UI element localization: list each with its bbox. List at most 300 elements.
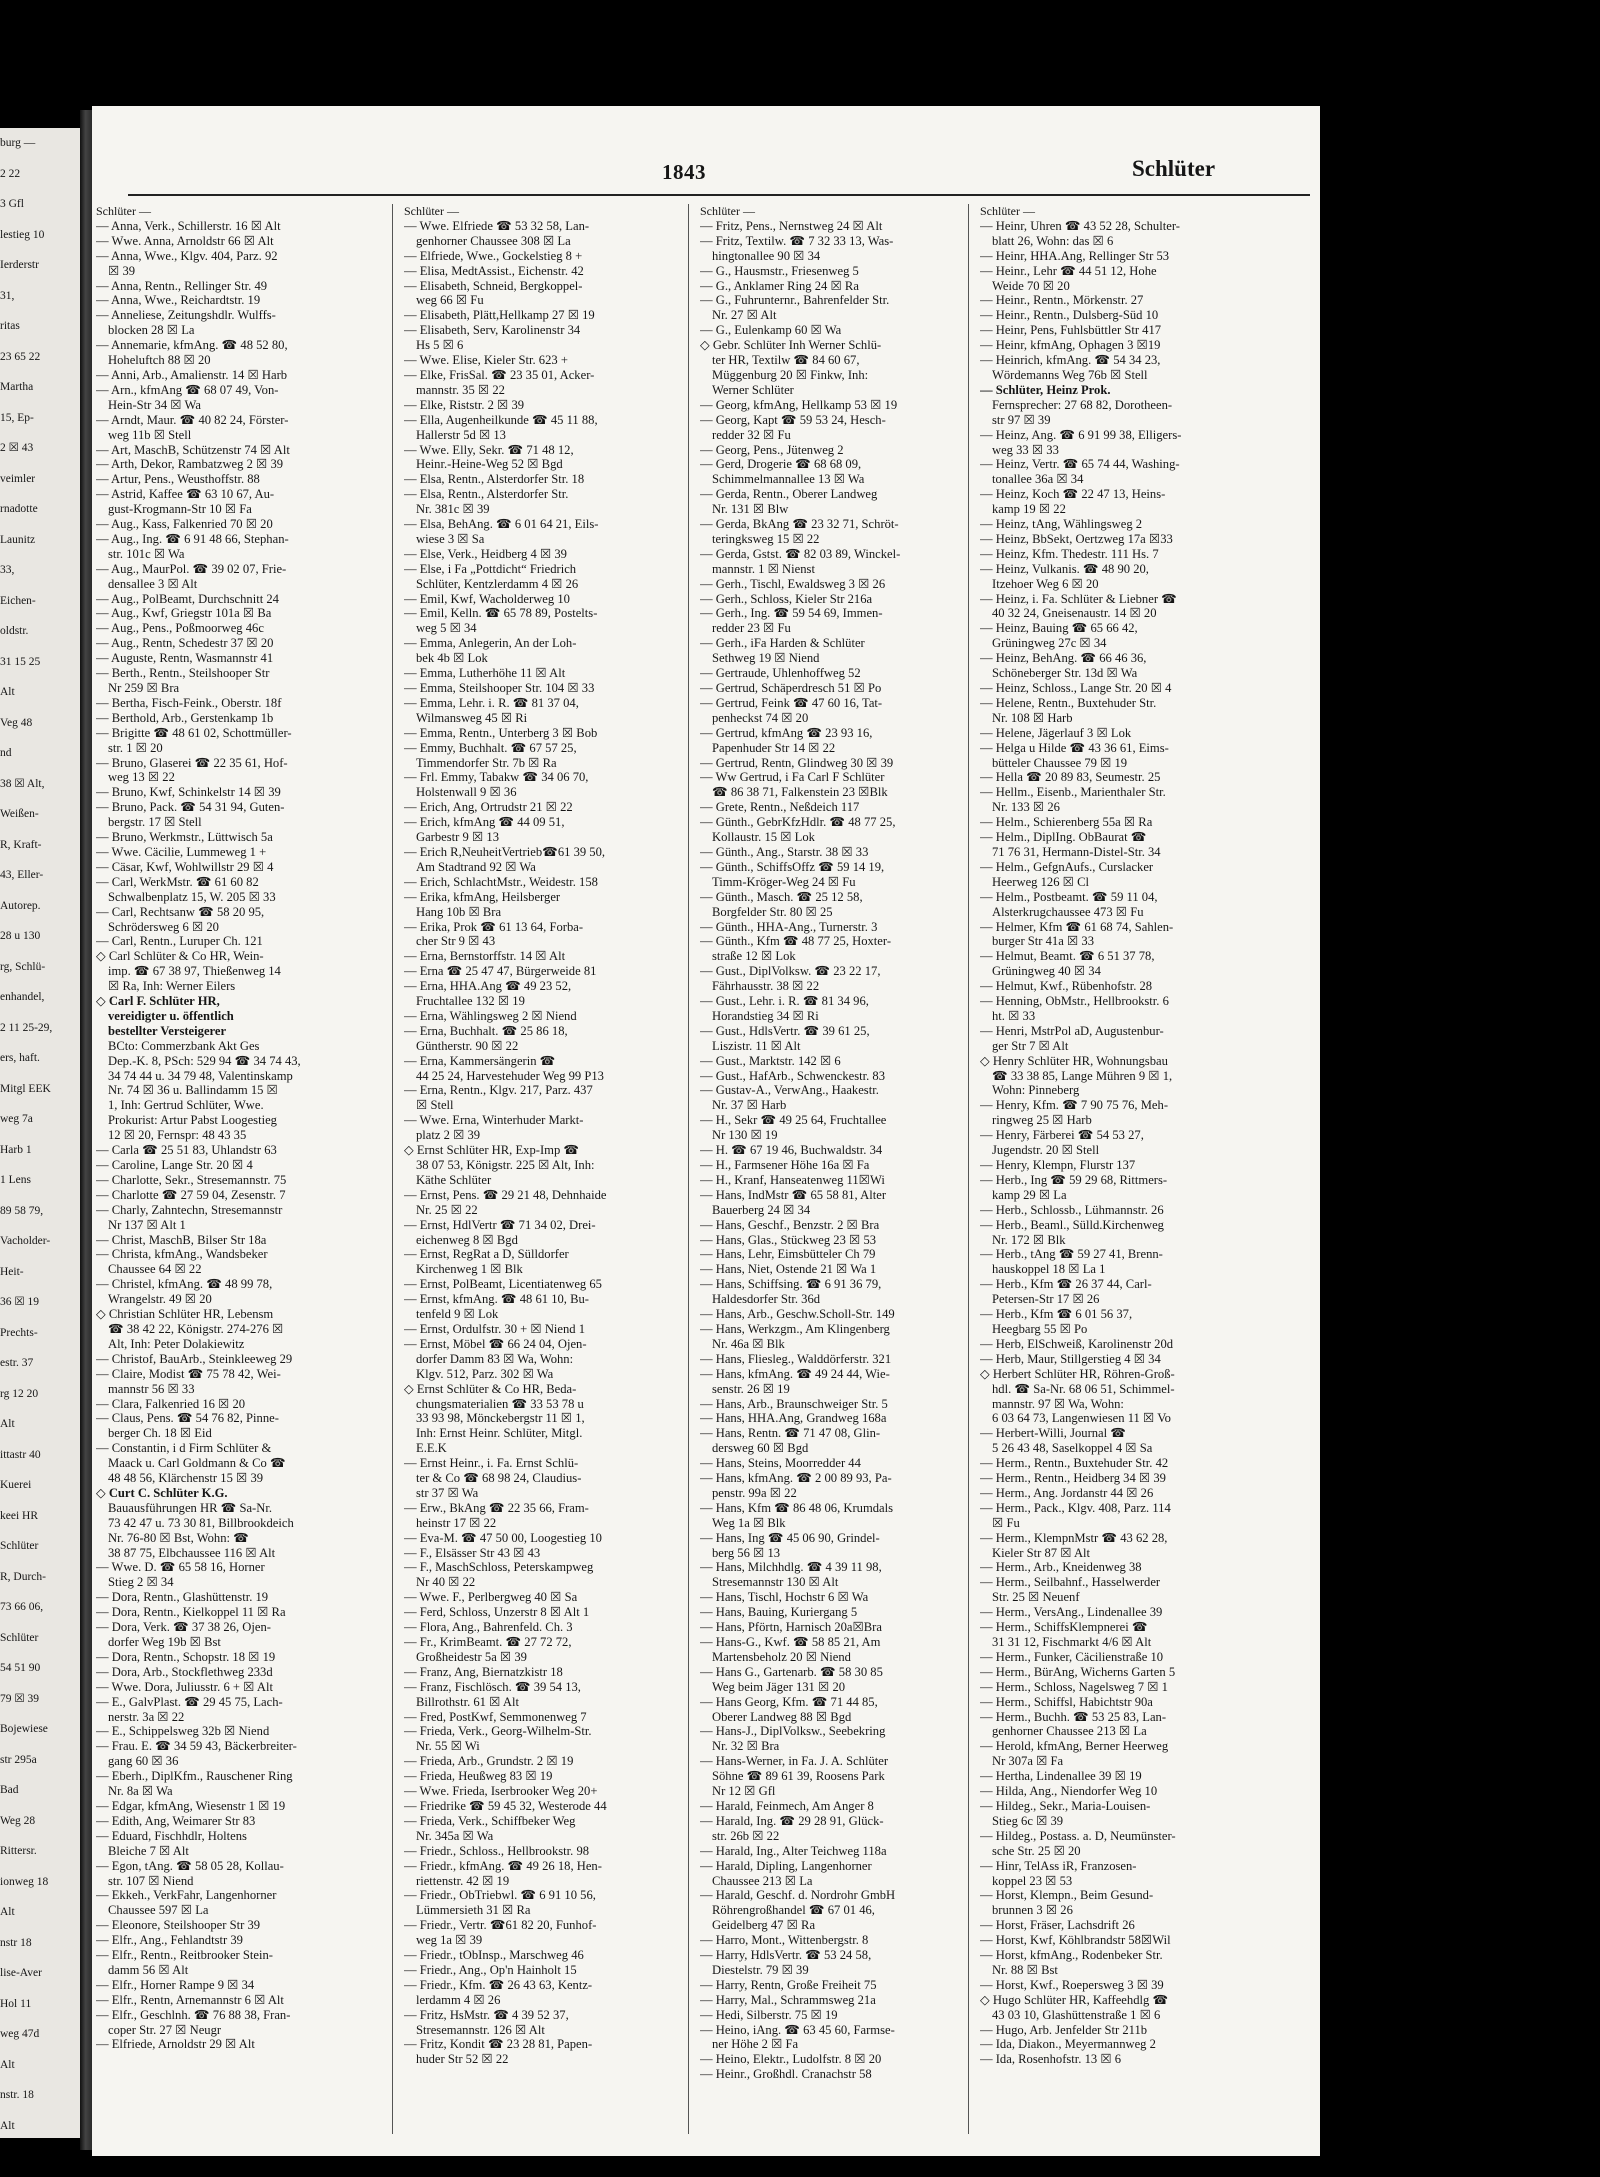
directory-entry: ◇ Hugo Schlüter HR, Kaffeehdlg ☎ (980, 1992, 1169, 2007)
directory-entry: Wohn: Pinneberg (992, 1083, 1080, 1098)
left-page-text-fragment: ittastr 40 (0, 1448, 41, 1461)
directory-entry: — Hans, Arb., Geschw.Scholl-Str. 149 (700, 1307, 895, 1322)
adjacent-page-fragment (0, 128, 82, 2138)
directory-entry: — Günth., Masch. ☎ 25 12 58, (700, 889, 863, 904)
column-4 (980, 204, 1240, 2067)
directory-entry: — Dora, Verk. ☎ 37 38 26, Ojen- (96, 1620, 271, 1635)
directory-entry: str 97 ☒ 39 (992, 412, 1051, 427)
directory-entry: — Elke, FrisSal. ☎ 23 35 01, Acker- (404, 367, 595, 382)
directory-entry: — Franz, Ang, Biernatzkistr 18 (404, 1664, 563, 1679)
directory-entry: — Heinz, BehAng. ☎ 66 46 36, (980, 651, 1147, 666)
directory-entry: — Christel, kfmAng. ☎ 48 99 78, (96, 1277, 273, 1292)
directory-entry: redder 32 ☒ Fu (712, 427, 791, 442)
directory-entry: — Harald, Ing., Alter Teichweg 118a (700, 1843, 887, 1858)
directory-entry: Nr. 46a ☒ Blk (712, 1336, 785, 1351)
directory-entry: Hoheluftch 88 ☒ 20 (108, 353, 211, 368)
directory-entry: Weg beim Jäger 131 ☒ 20 (712, 1679, 846, 1694)
left-page-text-fragment: ers, haft. (0, 1052, 40, 1064)
directory-entry: — Henri, MstrPol aD, Augustenbur- (980, 1023, 1164, 1038)
directory-entry: ringweg 25 ☒ Harb (992, 1113, 1092, 1128)
directory-entry: — Harald, Ing. ☎ 29 28 91, Glück- (700, 1813, 884, 1828)
directory-entry: gust-Krogmann-Str 10 ☒ Fa (108, 502, 252, 517)
directory-entry: Oberer Landweg 88 ☒ Bgd (712, 1709, 852, 1724)
directory-entry: Str. 25 ☒ Neuenf (992, 1590, 1080, 1605)
directory-entry: — Aug., MaurPol. ☎ 39 02 07, Frie- (96, 561, 287, 576)
directory-entry: — Heinr, kfmAng, Ophagen 3 ☒19 (980, 338, 1161, 353)
left-page-text-fragment: 3 Gfl (0, 198, 24, 210)
directory-entry: Müggenburg 20 ☒ Finkw, Inh: (712, 367, 869, 382)
directory-entry: Nr 137 ☒ Alt 1 (108, 1217, 186, 1232)
directory-entry: — Friedr., Kfm. ☎ 26 43 63, Kentz- (404, 1977, 593, 1992)
directory-entry: chungsmaterialien ☎ 33 53 78 u (416, 1396, 584, 1411)
directory-entry: Kollaustr. 15 ☒ Lok (712, 830, 815, 845)
directory-entry: 44 25 24, Harvestehuder Weg 99 P13 (416, 1068, 604, 1083)
directory-entry: — Gertrud, Feink ☎ 47 60 16, Tat- (700, 695, 883, 710)
directory-entry: ter & Co ☎ 68 98 24, Claudius- (416, 1471, 582, 1486)
directory-entry: koppel 23 ☒ 53 (992, 1873, 1073, 1888)
directory-entry: Nr. 55 ☒ Wi (416, 1739, 480, 1754)
directory-entry: ◇ Gebr. Schlüter Inh Werner Schlü- (700, 338, 882, 353)
left-page-text-fragment: 79 ☒ 39 (0, 1692, 40, 1705)
directory-entry: — Harald, Dipling, Langenhorner (700, 1858, 872, 1873)
directory-entry: Garbestr 9 ☒ 13 (416, 830, 499, 845)
directory-entry: — Herb., Beaml., Sülld.Kirchenweg (980, 1217, 1164, 1232)
left-page-text-fragment: nstr 18 (0, 1936, 32, 1949)
directory-entry: — Heinr., Lehr ☎ 44 51 12, Hohe (980, 263, 1157, 278)
directory-entry: ◇ Curt C. Schlüter K.G. (96, 1485, 228, 1500)
left-page-text-fragment: Launitz (0, 533, 36, 546)
left-page-text-fragment: Alt (0, 686, 15, 698)
left-page-text-fragment: burg — (0, 137, 36, 149)
left-page-text-fragment: 33, (0, 564, 15, 576)
scan-border (1320, 0, 1600, 2177)
directory-entry: — Erna ☎ 25 47 47, Bürgerweide 81 (404, 964, 597, 979)
directory-entry: blocken 28 ☒ La (108, 323, 195, 338)
directory-entry: platz 2 ☒ 39 (416, 1128, 481, 1143)
directory-entry: str. 1 ☒ 20 (108, 740, 163, 755)
directory-entry: — Helmer, Kfm ☎ 61 68 74, Sahlen- (980, 919, 1174, 934)
directory-entry: densallee 3 ☒ Alt (108, 576, 198, 591)
directory-entry: Billrothstr. 61 ☒ Alt (416, 1694, 519, 1709)
directory-entry: weg 13 ☒ 22 (108, 770, 175, 785)
left-page-text-fragment: Autorep. (0, 899, 41, 912)
directory-entry: — Hans, kfmAng. ☎ 49 24 44, Wie- (700, 1366, 890, 1381)
directory-entry: — Gerda, BkAng ☎ 23 32 71, Schröt- (700, 517, 899, 532)
directory-entry: — Horst, Klempn., Beim Gesund- (980, 1888, 1154, 1903)
directory-entry: — Hans-G., Kwf. ☎ 58 85 21, Am (700, 1635, 881, 1649)
directory-entry: Borgfelder Str. 80 ☒ 25 (712, 904, 833, 919)
directory-entry: — Harry, HdlsVertr. ☎ 53 24 58, (700, 1948, 872, 1963)
column-2 (404, 204, 664, 2067)
directory-entry: Fernsprecher: 27 68 82, Dorotheen- (992, 397, 1173, 412)
directory-entry: — Eva-M. ☎ 47 50 00, Loogestieg 10 (404, 1530, 602, 1545)
directory-entry: — Claus, Pens. ☎ 54 76 82, Pinne- (96, 1411, 279, 1426)
left-page-text-fragment: lestieg 10 (0, 228, 45, 241)
directory-entry: — Harry, Mal., Schrammsweg 21a (700, 1992, 876, 2007)
column-3 (700, 204, 960, 2082)
directory-entry: — Emma, Lehr. i. R. ☎ 81 37 04, (404, 695, 579, 710)
directory-entry: Stieg 6c ☒ 39 (992, 1813, 1064, 1828)
directory-entry: Schrödersweg 6 ☒ 20 (108, 919, 219, 934)
directory-entry: — Herb., Ing ☎ 59 29 68, Rittmers- (980, 1172, 1168, 1187)
directory-entry: — Fr., KrimBeamt. ☎ 27 72 72, (404, 1635, 572, 1649)
directory-entry: ger Str 7 ☒ Alt (992, 1038, 1069, 1053)
directory-entry: — Hans, Geschf., Benzstr. 2 ☒ Bra (700, 1217, 880, 1232)
directory-entry: — Hella ☎ 20 89 83, Seumestr. 25 (980, 770, 1161, 785)
directory-entry: genhorner Chaussee 213 ☒ La (992, 1724, 1147, 1739)
directory-entry: str. 107 ☒ Niend (108, 1873, 194, 1888)
directory-entry: — Ernst, kfmAng. ☎ 48 61 10, Bu- (404, 1292, 589, 1307)
directory-entry: — Anna, Rentn., Rellinger Str. 49 (96, 278, 268, 293)
directory-entry: ◇ Henry Schlüter HR, Wohnungsbau (980, 1053, 1168, 1068)
directory-entry: — Hans, Fliesleg., Walddörferstr. 321 (700, 1351, 892, 1366)
directory-entry: Nr. 32 ☒ Bra (712, 1739, 780, 1754)
left-page-text-fragment: Heit- (0, 1265, 24, 1278)
directory-entry: mannstr. 97 ☒ Wa, Wohn: (992, 1396, 1124, 1411)
directory-entry: — Aug., Ing. ☎ 6 91 48 66, Stephan- (96, 531, 289, 546)
directory-entry: — Arn., kfmAng ☎ 68 07 49, Von- (96, 382, 279, 397)
left-page-text-fragment: Alt (0, 1906, 15, 1918)
left-page-text-fragment: 23 65 22 (0, 350, 41, 363)
directory-entry: — Emmy, Buchhalt. ☎ 67 57 25, (404, 740, 577, 755)
directory-entry: — Erna, Kammersängerin ☎ (404, 1053, 556, 1068)
directory-entry: — Helene, Jägerlauf 3 ☒ Lok (980, 725, 1132, 740)
directory-entry: Alt, Inh: Peter Dolakiewitz (108, 1336, 245, 1351)
directory-entry: — Helmut, Kwf., Rübenhofstr. 28 (980, 979, 1153, 994)
directory-entry: — Frieda, Verk., Schiffbeker Weg (404, 1813, 576, 1828)
directory-entry: — Hans, Steins, Moorredder 44 (700, 1456, 861, 1471)
left-page-text-fragment: Vacholder- (0, 1235, 51, 1247)
directory-entry: ☎ 38 42 22, Königstr. 274-276 ☒ (108, 1321, 284, 1336)
directory-entry: — Gertraude, Uhlenhoffweg 52 (700, 666, 861, 681)
directory-entry: ht. ☒ 33 (992, 1008, 1036, 1023)
directory-entry: — Gust., HdlsVertr. ☎ 39 61 25, (700, 1023, 870, 1038)
directory-entry: 48 48 56, Klärchenstr 15 ☒ 39 (108, 1471, 264, 1486)
directory-entry: — Elfriede, Wwe., Gockelstieg 8 + (404, 248, 583, 263)
directory-entry: Wrangelstr. 49 ☒ 20 (108, 1292, 212, 1307)
directory-entry: — Elfr., Geschlnh. ☎ 76 88 38, Fran- (96, 2007, 291, 2022)
directory-entry: — Günth., Kfm ☎ 48 77 25, Hoxter- (700, 934, 892, 949)
directory-entry: — Elisabeth, Serv, Karolinenstr 34 (404, 323, 581, 338)
directory-entry: Sethweg 19 ☒ Niend (712, 651, 820, 666)
directory-entry: Chaussee 64 ☒ 22 (108, 1262, 202, 1277)
directory-entry: — Helm., Schierenberg 55a ☒ Ra (980, 815, 1153, 830)
left-page-text-fragment: rg, Schlü- (0, 960, 46, 973)
directory-entry: mannstr. 35 ☒ 22 (416, 382, 505, 397)
directory-entry: Chaussee 597 ☒ La (108, 1903, 209, 1918)
directory-entry: hdl. ☎ Sa-Nr. 68 06 51, Schimmel- (992, 1381, 1175, 1396)
directory-entry: 6 03 64 73, Langenwiesen 11 ☒ Vo (992, 1411, 1171, 1426)
directory-entry: — H. ☎ 67 19 46, Buchwaldstr. 34 (700, 1143, 883, 1158)
directory-entry: Werner Schlüter (712, 382, 794, 397)
directory-entry: — Fritz, Kondit ☎ 23 28 81, Papen- (404, 2037, 593, 2052)
directory-entry: bergstr. 17 ☒ Stell (108, 815, 202, 830)
directory-entry: — Christa, kfmAng., Wandsbeker (96, 1247, 268, 1262)
column-heading: Schlüter — (404, 204, 459, 218)
directory-entry: — Heinz, Vertr. ☎ 65 74 44, Washing- (980, 457, 1180, 472)
left-page-text-fragment: 1 Lens (0, 1174, 31, 1186)
left-page-text-fragment: veimler (0, 472, 36, 485)
column-divider (968, 204, 969, 2134)
directory-entry: — Emma, Anlegerin, An der Loh- (404, 636, 577, 651)
directory-entry: Nr 130 ☒ 19 (712, 1128, 778, 1143)
directory-entry: blatt 26, Wohn: das ☒ 6 (992, 233, 1114, 248)
left-page-text-fragment: weg 7a (0, 1113, 33, 1125)
directory-entry: Weg 1a ☒ Blk (712, 1515, 786, 1530)
directory-entry: — Helga u Hilde ☎ 43 36 61, Eims- (980, 740, 1169, 755)
left-page-text-fragment: Bad (0, 1784, 19, 1796)
directory-entry: — Herm., Arb., Kneidenweg 38 (980, 1560, 1142, 1575)
directory-entry: ☒ Ra, Inh: Werner Eilers (108, 979, 236, 994)
directory-entry: — Hans, HHA.Ang, Grandweg 168a (700, 1411, 887, 1426)
directory-entry: — Gerda, Rentn., Oberer Landweg (700, 487, 878, 502)
left-page-text-fragment: oldstr. (0, 625, 29, 637)
directory-entry: — Gust., HafArb., Schwenckestr. 83 (700, 1068, 886, 1083)
left-page-text-fragment: enhandel, (0, 991, 45, 1003)
directory-entry: — Horst, Kwf, Köhlbrandstr 58☒Wil (980, 1933, 1171, 1948)
directory-entry: Röhrengroßhandel ☎ 67 01 46, (712, 1903, 875, 1918)
directory-entry: — Arndt, Maur. ☎ 40 82 24, Förster- (96, 412, 289, 427)
left-page-text-fragment: 73 66 06, (0, 1601, 44, 1613)
left-page-text-fragment: Schlüter (0, 1631, 39, 1644)
directory-entry: — Astrid, Kaffee ☎ 63 10 67, Au- (96, 487, 275, 502)
directory-entry: 34 74 44 u. 34 79 48, Valentinskamp (108, 1068, 293, 1083)
directory-entry: — Hans, Tischl, Hochstr 6 ☒ Wa (700, 1590, 869, 1605)
left-page-text-fragment: Veg 48 (0, 716, 33, 729)
directory-entry: — Harald, Geschf. d. Nordrohr GmbH (700, 1888, 896, 1903)
directory-entry: — H., Sekr ☎ 49 25 64, Fruchtallee (700, 1113, 887, 1128)
directory-entry: — Hans, Kfm ☎ 86 48 06, Krumdals (700, 1500, 894, 1515)
directory-entry: — Carl, WerkMstr. ☎ 61 60 82 (96, 874, 259, 889)
left-page-text-fragment: estr. 37 (0, 1357, 34, 1369)
directory-entry: redder 23 ☒ Fu (712, 621, 791, 636)
directory-entry: — Wwe. Elfriede ☎ 53 32 58, Lan- (404, 218, 590, 233)
directory-entry: — Gertrud, kfmAng ☎ 23 93 16, (700, 725, 873, 740)
left-page-text-fragment: rg 12 20 (0, 1387, 39, 1400)
left-page-text-fragment: weg 47d (0, 2028, 40, 2040)
directory-entry: ner Höhe 2 ☒ Fa (712, 2037, 799, 2052)
directory-entry: — Hugo, Arb. Jenfelder Str 211b (980, 2022, 1148, 2037)
directory-entry: Schlüter, Kentzlerdamm 4 ☒ 26 (416, 576, 579, 591)
directory-entry: berger Ch. 18 ☒ Eid (108, 1426, 212, 1441)
directory-entry: Lümmersieth 31 ☒ Ra (416, 1903, 531, 1918)
left-page-text-fragment: 2 ☒ 43 (0, 442, 34, 454)
directory-entry: — Fritz, HsMstr. ☎ 4 39 52 37, (404, 2007, 569, 2022)
directory-entry: Stresemannstr. 126 ☒ Alt (416, 2022, 545, 2037)
directory-entry: — Elfr., Horner Rampe 9 ☒ 34 (96, 1977, 255, 1992)
left-page-text-fragment: R, Kraft- (0, 838, 42, 851)
directory-entry: — Gust., Marktstr. 142 ☒ 6 (700, 1053, 841, 1068)
directory-entry: weg 66 ☒ Fu (416, 293, 484, 308)
directory-entry: — Christof, BauArb., Steinkleeweg 29 (96, 1351, 293, 1366)
directory-entry: — Helene, Rentn., Buxtehuder Str. (980, 695, 1157, 710)
directory-entry: — Herm., KlempnMstr ☎ 43 62 28, (980, 1530, 1168, 1545)
directory-entry: — Fred, PostKwf, Semmonenweg 7 (404, 1709, 587, 1724)
directory-entry: — Cäsar, Kwf, Wohlwillstr 29 ☒ 4 (96, 859, 274, 874)
directory-entry: — Emma, Rentn., Unterberg 3 ☒ Bob (404, 725, 598, 740)
directory-entry: — Frieda, Arb., Grundstr. 2 ☒ 19 (404, 1754, 574, 1769)
directory-entry: — Gerd, Drogerie ☎ 68 68 09, (700, 457, 862, 472)
directory-entry: — Eduard, Fischhdlr, Holtens (96, 1828, 247, 1843)
directory-entry: Kieler Str 87 ☒ Alt (992, 1545, 1091, 1560)
directory-entry: bestellter Versteigerer (108, 1023, 227, 1038)
directory-entry: — Hans, IndMstr ☎ 65 58 81, Alter (700, 1187, 887, 1202)
directory-entry: — Anna, Wwe., Reichardtstr. 19 (96, 293, 261, 308)
directory-entry: Horandstieg 34 ☒ Ri (712, 1008, 819, 1023)
directory-entry: — Heinz, tAng, Wählingsweg 2 (980, 517, 1143, 532)
directory-entry: Nr 259 ☒ Bra (108, 681, 180, 695)
directory-entry: bek 4b ☒ Lok (416, 651, 488, 666)
directory-entry: — Frau. E. ☎ 34 59 43, Bäckerbreiter- (96, 1739, 297, 1754)
directory-entry: penheckst 74 ☒ 20 (712, 710, 809, 725)
directory-entry: — Ernst, Pens. ☎ 29 21 48, Dehnhaide (404, 1187, 607, 1202)
column-1 (96, 204, 356, 2052)
directory-entry: — Aug., Kass, Falkenried 70 ☒ 20 (96, 517, 273, 532)
directory-entry: Wördemanns Weg 76b ☒ Stell (992, 367, 1148, 382)
directory-entry: — Anneliese, Zeitungshdlr. Wulffs- (96, 308, 276, 323)
directory-entry: — Hedi, Silberstr. 75 ☒ 19 (700, 2007, 838, 2022)
directory-entry: — Heinz, Koch ☎ 22 47 13, Heins- (980, 487, 1166, 502)
left-page-text-fragment: Ierderstr (0, 259, 39, 271)
directory-entry: — Auguste, Rentn, Wasmannstr 41 (96, 651, 274, 666)
directory-entry: — Aug., Rentn, Schedestr 37 ☒ 20 (96, 636, 274, 651)
directory-entry: Geidelberg 47 ☒ Ra (712, 1918, 816, 1933)
directory-entry: Nr. 131 ☒ Blw (712, 502, 789, 517)
directory-entry: Nr 40 ☒ 22 (416, 1575, 476, 1590)
directory-entry: dersweg 60 ☒ Bgd (712, 1441, 809, 1456)
directory-entry: Grüningweg 40 ☒ 34 (992, 964, 1101, 979)
directory-entry: Haldesdorfer Str. 36d (712, 1292, 821, 1307)
directory-entry: — Herb., Schlossb., Lühmannstr. 26 (980, 1202, 1164, 1217)
directory-entry: — Heinr, Pens, Fuhlsbüttler Str 417 (980, 323, 1162, 338)
directory-entry: Chaussee 213 ☒ La (712, 1873, 813, 1888)
directory-entry: — Herbert-Willi, Journal ☎ (980, 1426, 1126, 1441)
directory-entry: — Frieda, Heußweg 83 ☒ 19 (404, 1769, 553, 1784)
directory-entry: — G., Anklamer Ring 24 ☒ Ra (700, 278, 859, 293)
directory-entry: 43 03 10, Glashüttenstraße 1 ☒ 6 (992, 2007, 1161, 2022)
directory-entry: — Erika, Prok ☎ 61 13 64, Forba- (404, 919, 584, 934)
left-page-text-fragment: 36 ☒ 19 (0, 1296, 40, 1308)
directory-entry: — Elisa, MedtAssist., Eichenstr. 42 (404, 263, 584, 278)
directory-entry: — Hans, Bauing, Kuriergang 5 (700, 1605, 858, 1620)
directory-entry: — Hertha, Lindenallee 39 ☒ 19 (980, 1769, 1142, 1784)
directory-entry: — Hans, Pförtn, Harnisch 20a☒Bra (700, 1620, 882, 1635)
directory-entry: — Wwe. Elly, Sekr. ☎ 71 48 12, (404, 442, 574, 457)
left-page-text-fragment: Mitgl EEK (0, 1082, 51, 1095)
directory-entry: — Gertrud, Schäperdresch 51 ☒ Po (700, 681, 882, 695)
directory-entry: — Charlotte, Sekr., Stresemannstr. 75 (96, 1172, 287, 1187)
directory-entry: — Clara, Falkenried 16 ☒ 20 (96, 1396, 246, 1411)
directory-entry: gang 60 ☒ 36 (108, 1754, 179, 1769)
directory-entry: Bauerberg 24 ☒ 34 (712, 1202, 811, 1217)
directory-entry: — Anna, Verk., Schillerstr. 16 ☒ Alt (96, 218, 281, 233)
directory-entry: — Dora, Rentn., Kielkoppel 11 ☒ Ra (96, 1605, 286, 1620)
left-page-text-fragment: 31 15 25 (0, 655, 41, 668)
directory-entry: — Ww Gertrud, i Fa Carl F Schlüter (700, 770, 885, 785)
directory-entry: — Georg, Pens., Jütenweg 2 (700, 442, 844, 457)
directory-entry: — Heinr., Großhdl. Cranachstr 58 (700, 2067, 872, 2082)
directory-entry: Papenhuder Str 14 ☒ 22 (712, 740, 836, 755)
directory-entry: — Anni, Arb., Amalienstr. 14 ☒ Harb (96, 367, 288, 382)
directory-entry: — Berthold, Arb., Gerstenkamp 1b (96, 710, 274, 725)
directory-entry: coper Str. 27 ☒ Neugr (108, 2022, 222, 2037)
running-head: Schlüter (1132, 156, 1216, 181)
directory-entry: — Eleonore, Steilshooper Str 39 (96, 1918, 261, 1933)
directory-entry: Am Stadtrand 92 ☒ Wa (416, 859, 536, 874)
directory-entry: str 37 ☒ Wa (416, 1485, 479, 1500)
directory-entry: — F., MaschSchloss, Peterskampweg (404, 1560, 594, 1575)
directory-entry: — Caroline, Lange Str. 20 ☒ 4 (96, 1158, 253, 1172)
directory-entry: — Hans, Rentn. ☎ 71 47 08, Glin- (700, 1426, 881, 1441)
directory-entry: — Elke, Riststr. 2 ☒ 39 (404, 397, 525, 412)
directory-entry: — Gerda, Gstst. ☎ 82 03 89, Winckel- (700, 546, 901, 561)
directory-entry: — Wwe. Frieda, Iserbrooker Weg 20+ (404, 1784, 598, 1799)
directory-entry: mannstr 56 ☒ 33 (108, 1381, 195, 1396)
directory-entry: — Heinz, i. Fa. Schlüter & Liebner ☎ (980, 591, 1177, 606)
directory-entry: — Herm., Pack., Klgv. 408, Parz. 114 (980, 1500, 1171, 1515)
directory-entry: 38 87 75, Elbchaussee 116 ☒ Alt (108, 1545, 276, 1560)
column-divider (688, 204, 689, 2134)
directory-entry: — Aug., PolBeamt, Durchschnitt 24 (96, 591, 279, 606)
directory-entry: ◇ Ernst Schlüter & Co HR, Beda- (404, 1381, 577, 1396)
directory-entry: — Herm., VersAng., Lindenallee 39 (980, 1605, 1163, 1620)
directory-entry: dorfer Damm 83 ☒ Wa, Wohn: (416, 1351, 574, 1366)
directory-entry: — Bruno, Werkmstr., Lüttwisch 5a (96, 830, 273, 845)
directory-entry: ☎ 86 38 71, Falkenstein 23 ☒Blk (712, 785, 888, 800)
directory-entry: — Herm., Seilbahnf., Hasselwerder (980, 1575, 1161, 1590)
directory-entry: 5 26 43 48, Saselkoppel 4 ☒ Sa (992, 1441, 1153, 1456)
directory-entry: Hs 5 ☒ 6 (416, 338, 464, 353)
directory-entry: — Heino, Elektr., Ludolfstr. 8 ☒ 20 (700, 2052, 882, 2067)
directory-entry: Nr. 133 ☒ 26 (992, 800, 1060, 815)
directory-entry: Nr. 172 ☒ Blk (992, 1232, 1066, 1247)
directory-entry: — Ernst, Ordulfstr. 30 + ☒ Niend 1 (404, 1321, 586, 1336)
left-page-text-fragment: 31, (0, 289, 15, 302)
directory-entry: — Erich, kfmAng ☎ 44 09 51, (404, 815, 565, 830)
directory-entry: Nr. 108 ☒ Harb (992, 710, 1073, 725)
directory-entry: — Emma, Lutherhöhe 11 ☒ Alt (404, 666, 566, 681)
directory-entry: Prokurist: Artur Pabst Loogestieg (108, 1113, 277, 1128)
column-heading: Schlüter — (980, 204, 1035, 218)
directory-entry: — Ida, Diakon., Meyermannweg 2 (980, 2037, 1156, 2052)
directory-entry: 33 93 98, Mönckebergstr 11 ☒ 1, (416, 1411, 585, 1426)
directory-entry: — Herb, Maur, Stillgerstieg 4 ☒ 34 (980, 1351, 1161, 1366)
directory-entry: Nr. 25 ☒ 22 (416, 1202, 478, 1217)
directory-entry: 31 31 12, Fischmarkt 4/6 ☒ Alt (992, 1635, 1152, 1649)
column-heading: Schlüter — (700, 204, 755, 218)
directory-entry: — Helm., Postbeamt. ☎ 59 11 04, (980, 889, 1158, 904)
directory-entry: — Friedr., Vertr. ☎61 82 20, Funhof- (404, 1918, 597, 1933)
directory-entry: — Charly, Zahntechn, Stresemannstr (96, 1202, 283, 1217)
directory-entry: Großheidestr 5a ☒ 39 (416, 1649, 527, 1664)
directory-entry: — Heinr, Uhren ☎ 43 52 28, Schulter- (980, 218, 1180, 233)
directory-entry: — Erich, Ang, Ortrudstr 21 ☒ 22 (404, 800, 573, 815)
directory-entry: — Heinr., Rentn., Dulsberg-Süd 10 (980, 308, 1159, 323)
directory-page (92, 106, 1320, 2156)
directory-entry: — Herm., Funker, Cäcilienstraße 10 (980, 1649, 1164, 1664)
directory-entry: — Franz, Fischlösch. ☎ 39 54 13, (404, 1679, 581, 1694)
directory-entry: wiese 3 ☒ Sa (416, 531, 485, 546)
directory-entry: ◇ Carl F. Schlüter HR, (96, 994, 220, 1009)
left-page-text-fragment: Harb 1 (0, 1143, 32, 1156)
directory-entry: — Aug., Pens., Poßmoorweg 46c (96, 621, 264, 636)
directory-entry: — Günth., HHA-Ang., Turnerstr. 3 (700, 919, 878, 934)
directory-entry: hauskoppel 18 ☒ La 1 (992, 1262, 1106, 1277)
directory-entry: — Horst, Kwf., Roepersweg 3 ☒ 39 (980, 1977, 1164, 1992)
directory-entry: E.E.K (416, 1441, 447, 1456)
directory-entry: — Heinz, Kfm. Thedestr. 111 Hs. 7 (980, 546, 1159, 561)
directory-entry: — Ferd, Schloss, Unzerstr 8 ☒ Alt 1 (404, 1605, 590, 1620)
